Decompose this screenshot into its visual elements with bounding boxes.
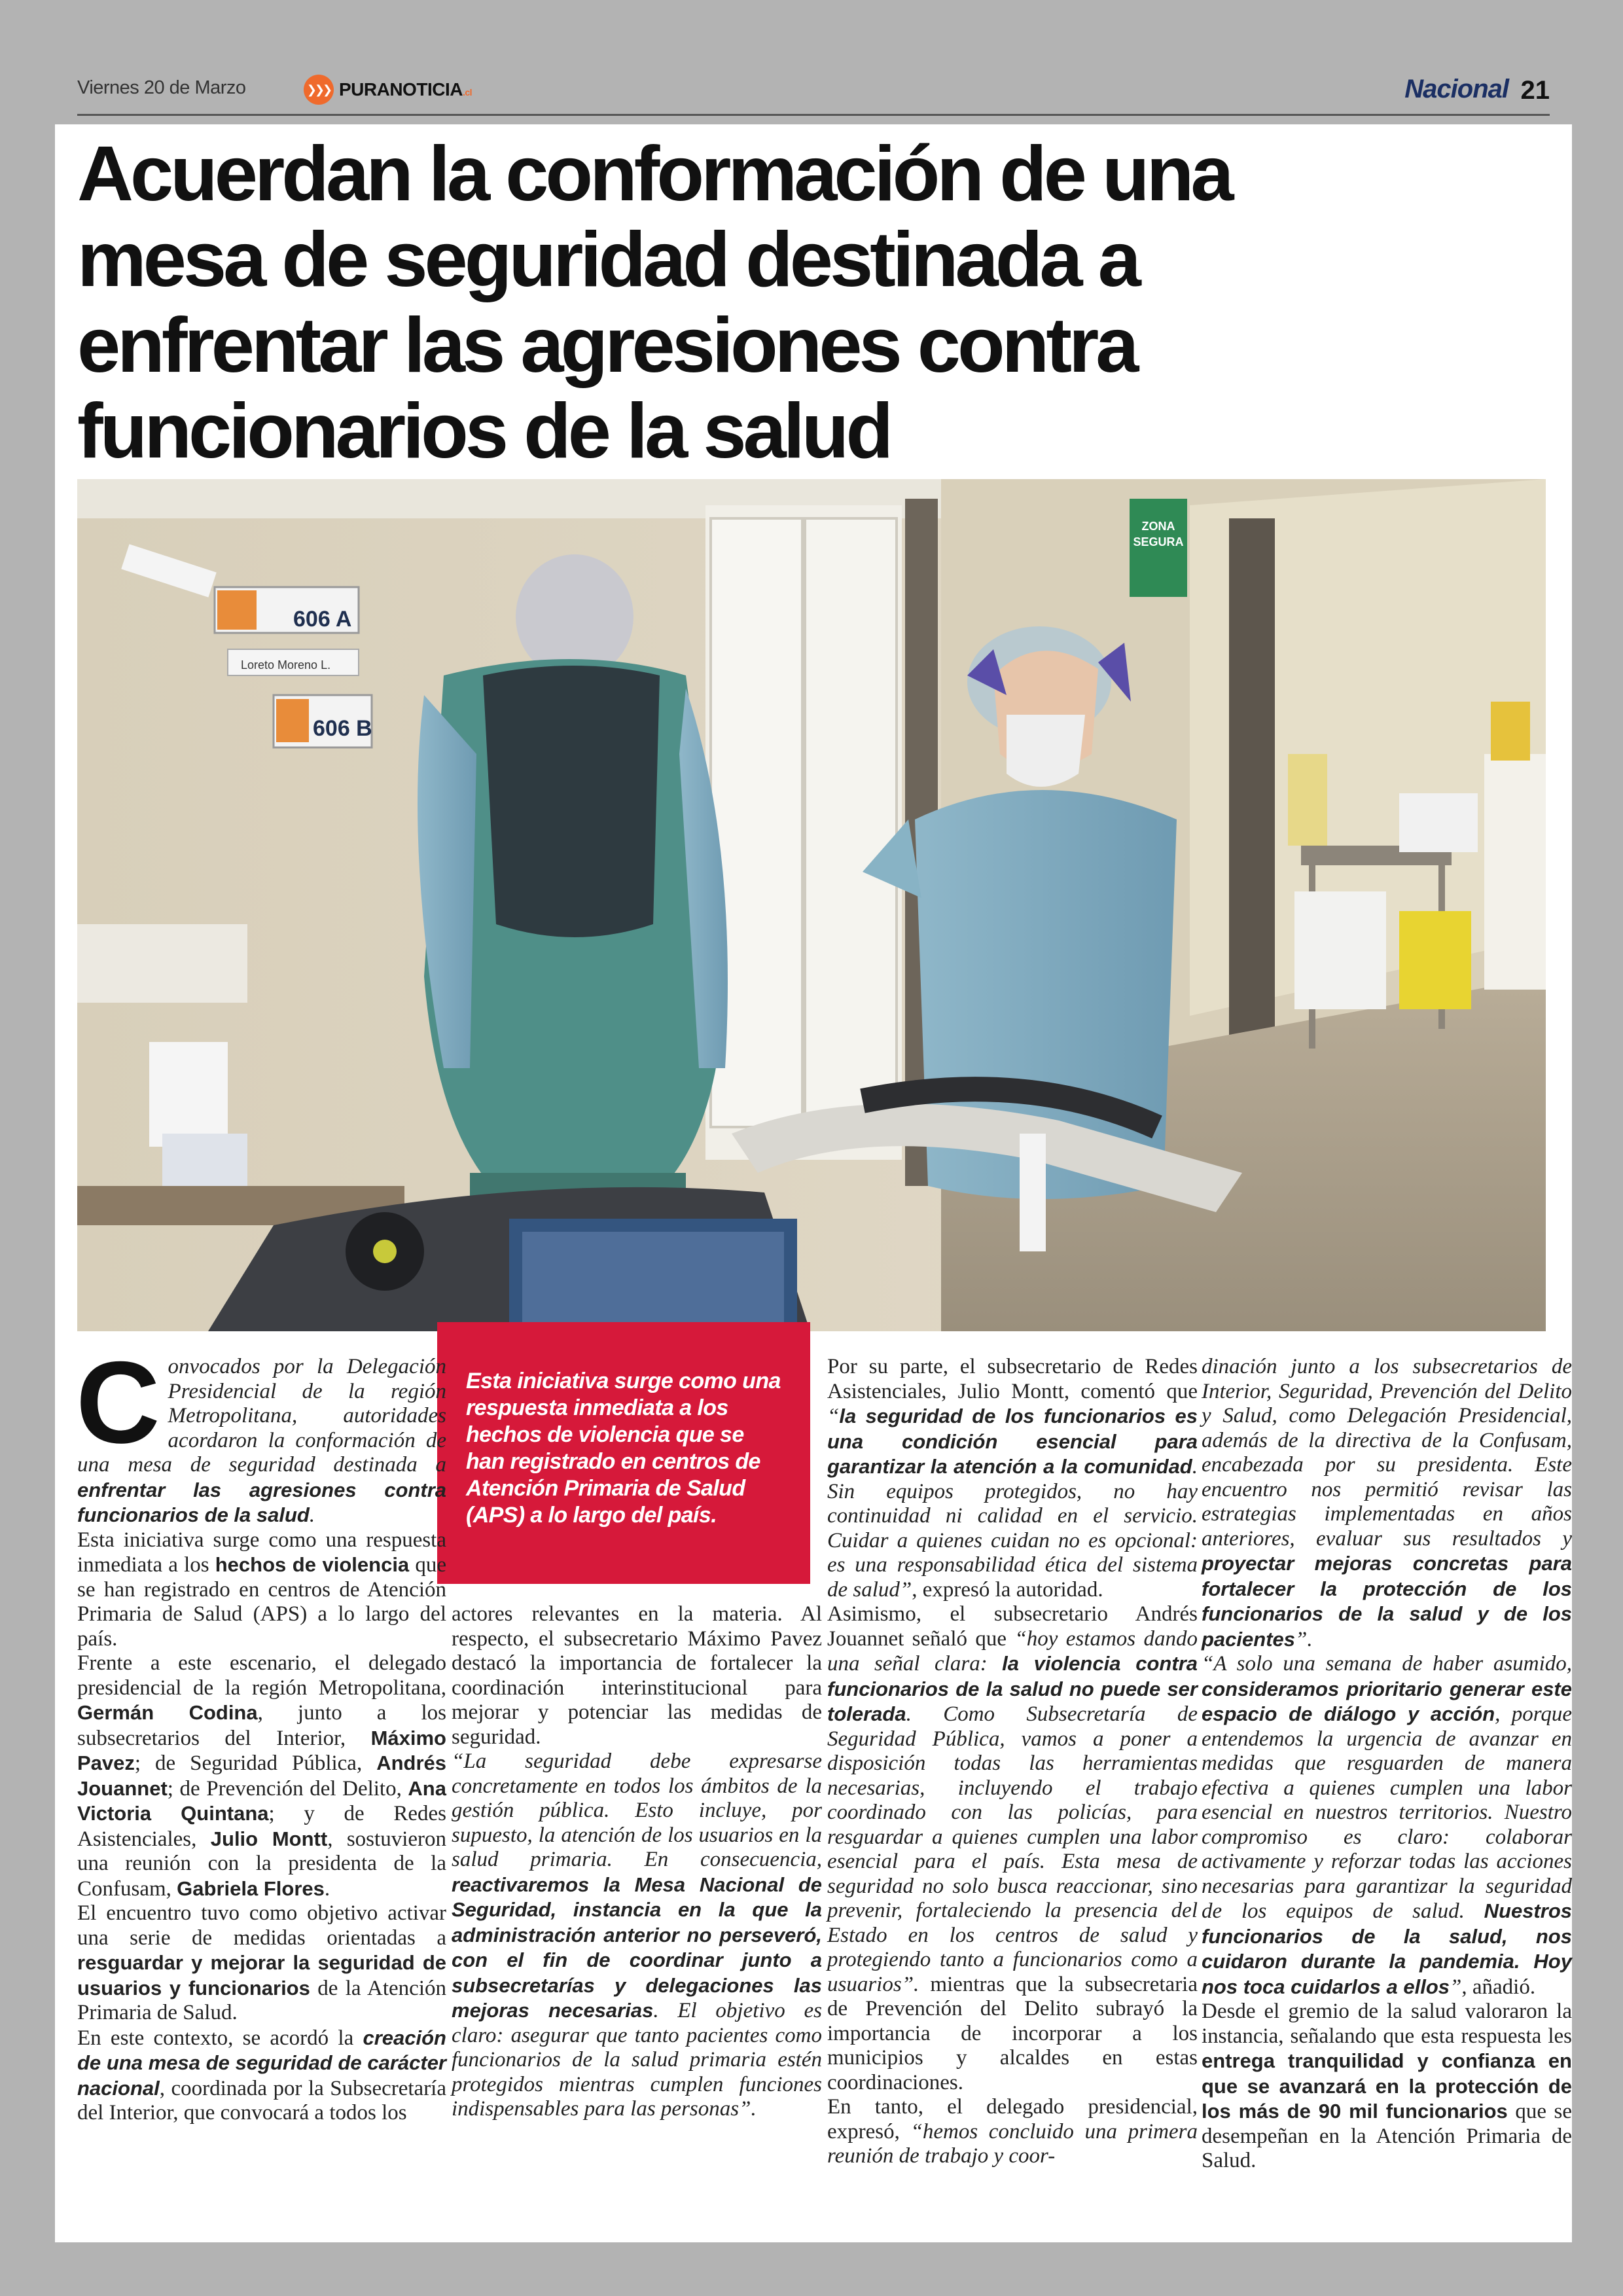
article-photo <box>77 479 1546 1331</box>
article-paragraph: En tanto, el delegado presidencial, expresó, “hemos concluido una primera reunión de trabajo y coor- <box>827 2095 1198 2168</box>
article-paragraph: En este contexto, se acordó la creación de una mesa de seguridad de carácter nacional, coordinada por la Subsecretaría del Interior, que convocará a todos los <box>77 2026 446 2125</box>
article-paragraph: Convocados por la Delegación Presidencial de la región Metropolitana, autoridades acordaron la conformación de una mesa de seguridad destinada a enfrentar las agresiones contra funcionarios de la salud. <box>76 1337 446 1527</box>
headline-line: Acuerdan la conformación de una <box>77 130 1231 217</box>
headline-line: funcionarios de la salud <box>77 387 891 475</box>
issue-date: Viernes 20 de Marzo <box>77 77 246 98</box>
pull-quote <box>437 1322 810 1584</box>
article-column-4 <box>1202 1355 1572 2174</box>
article-column-1 <box>76 1337 446 2126</box>
article-paragraph: “A solo una semana de haber asumido, consideramos prioritario generar este espacio de diálogo y acción, porque entendemos la urgencia de avanzar en medidas que resguarden de manera efectiva a quienes cumplen una labor esencial en nuestros territorios. Nuestro compromiso es claro: colaborar activamente y reforzar todas las acciones necesarias para garantizar la seguridad de los equipos de salud. Nuestros funcionarios de la salud, nos cuidaron durante la pandemia. Hoy nos toca cuidarlos a ellos”, añadió. <box>1202 1652 1573 1999</box>
svg-text:ZONA: ZONA <box>1141 520 1175 533</box>
article-paragraph: Desde el gremio de la salud valoraron la instancia, señalando que esta respuesta les entrega tranquilidad y confianza en que se avanzará en la protección de los más de 90 mil funcionarios que se desempeñan en la Atención Primaria de Salud. <box>1202 2000 1572 2172</box>
section-label: Nacional <box>1404 75 1508 103</box>
logo-suffix: .cl <box>462 87 473 98</box>
logo-name: PURANOTICIA <box>339 79 463 99</box>
header-divider <box>77 114 1550 116</box>
logo-arrows-icon: ❯❯❯ <box>304 75 334 105</box>
article-paragraph: actores relevantes en la materia. Al respecto, el subsecretario Máximo Pavez destacó la importancia de fortalecer la coordinación interinstitucional para mejorar y potenciar las medidas de seguridad. <box>452 1602 822 1749</box>
article-page <box>55 124 1572 2242</box>
article-paragraph: El encuentro tuvo como objetivo activar una serie de medidas orientadas a resguardar y mejorar la seguridad de usuarios y funcionarios de la Atención Primaria de Salud. <box>77 1901 446 2024</box>
article-paragraph: Frente a este escenario, el delegado presidencial de la región Metropolitana, Germán Codina, junto a los subsecretarios del Interior, Máximo Pavez; de Seguridad Pública, Andrés Jouannet; de Prevención del Delito, Ana Victoria Quintana; y de Redes Asistenciales, Julio Montt, sostuvieron una reunión con la presidenta de la Confusam, Gabriela Flores. <box>77 1651 446 1901</box>
svg-text:Loreto Moreno L.: Loreto Moreno L. <box>241 658 331 672</box>
headline <box>77 131 1517 474</box>
article-column-2 <box>452 1602 822 2122</box>
article-paragraph: dinación junto a los subsecretarios de Interior, Seguridad, Prevención del Delito y Salud, como Delegación Presidencial, además de la directiva de la Confusam, encabezada por su presidenta. Este encuentro nos permitió revisar las estrategias implementadas en años anteriores, evaluar sus resultados y proyectar mejoras concretas para fortalecer la protección de los funcionarios de la salud y de los pacientes”. <box>1202 1355 1572 1651</box>
pull-quote-text: Esta iniciativa surge como una respuesta inmediata a los hechos de violencia que se han registrado en centros de Atención Primaria de Salud (APS) a lo largo del país. <box>466 1369 781 1528</box>
svg-text:SEGURA: SEGURA <box>1133 535 1184 548</box>
page-header <box>0 0 1623 124</box>
drop-cap: C <box>76 1337 160 1467</box>
article-paragraph: Esta iniciativa surge como una respuesta inmediata a los hechos de violencia que se han registrado en centros de Atención Primaria de Salud (APS) a lo largo del país. <box>77 1528 446 1651</box>
article-column-3 <box>827 1355 1198 2169</box>
svg-text:606 B: 606 B <box>313 716 372 741</box>
article-paragraph: Por su parte, el subsecretario de Redes Asistenciales, Julio Montt, comentó que “la seguridad de los funcionarios es una condición esencial para garantizar la atención a la comunidad. Sin equipos protegidos, no hay continuidad ni calidad en el servicio. Cuidar a quienes cuidan no es opcional: es una responsabilidad ética del sistema de salud”, expresó la autoridad. <box>827 1355 1198 1602</box>
article-paragraph: Asimismo, el subsecretario Andrés Jouannet señaló que “hoy estamos dando una señal clara: la violencia contra funcionarios de la salud no puede ser tolerada. Como Subsecretaría de Seguridad Pública, vamos a poner a disposición todas las herramientas necesarias, incluyendo el trabajo coordinado con las policías, para resguardar a quienes cumplen una labor esencial para el país. Esta mesa de seguridad no solo busca reaccionar, sino prevenir, fortaleciendo la presencia del Estado en los centros de salud y protegiendo tanto a funcionarios como a usuarios”. mientras que la subsecretaria de Prevención del Delito subrayó la importancia de incorporar a los municipios y alcaldes en estas coordinaciones. <box>827 1602 1198 2094</box>
article-paragraph: “La seguridad debe expresarse concretamente en todos los ámbitos de la gestión pública. Esto incluye, por supuesto, la atención de los usuarios en la salud primaria. En consecuencia, reactivaremos la Mesa Nacional de Seguridad, instancia en la que la administración anterior no perseveró, con el fin de coordinar junto a subsecretarías y delegaciones las mejoras necesarias. El objetivo es claro: asegurar que tanto pacientes como funcionarios de la salud primaria estén protegidos mientras cumplen funciones indispensables para las personas”. <box>452 1749 822 2121</box>
headline-line: mesa de seguridad destinada a <box>77 216 1138 303</box>
publication-logo[interactable] <box>304 75 472 105</box>
headline-line: enfrentar las agresiones contra <box>77 302 1136 389</box>
svg-text:606 A: 606 A <box>293 607 352 632</box>
page-number: 21 <box>1520 76 1550 105</box>
